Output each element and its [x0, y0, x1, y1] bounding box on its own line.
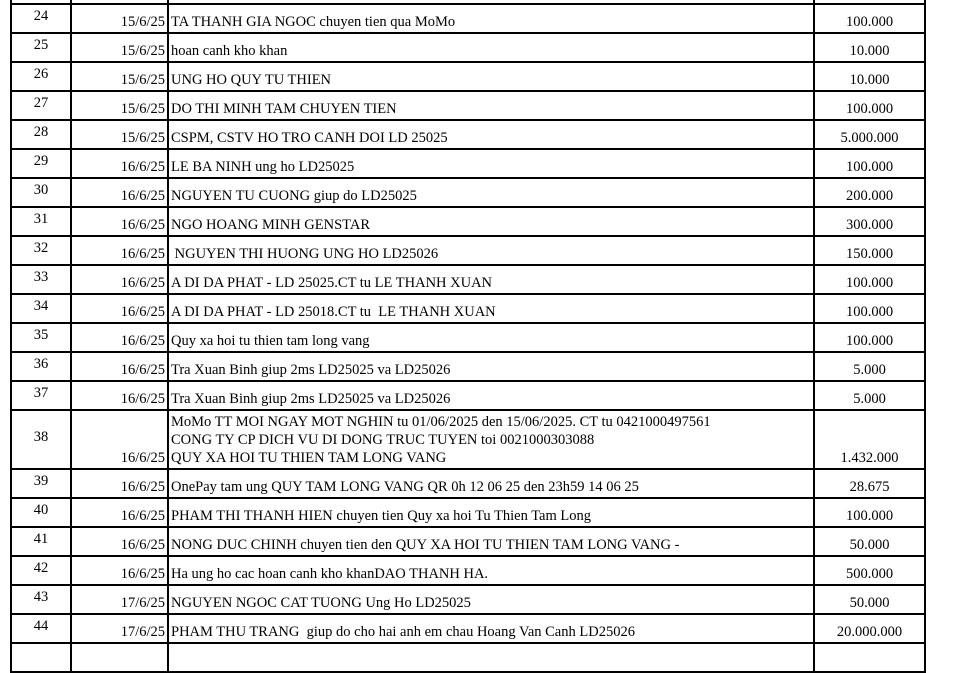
description-cell: PHAM THU TRANG giup do cho hai anh em chau Hoang Van Canh LD25026	[168, 614, 814, 643]
description-cell: Tra Xuan Binh giup 2ms LD25025 va LD25026	[168, 352, 814, 381]
description-cell: UNG HO QUY TU THIEN	[168, 62, 814, 91]
table-row	[11, 381, 925, 410]
date-cell: 16/6/25	[71, 381, 168, 410]
date-cell: 16/6/25	[71, 410, 168, 469]
amount-cell: 300.000	[814, 207, 925, 236]
row-number-cell	[11, 294, 71, 323]
row-number-cell	[11, 236, 71, 265]
row-number: 43	[33, 588, 49, 605]
row-number-cell	[11, 4, 71, 33]
date-cell: 15/6/25	[71, 4, 168, 33]
row-number-cell	[11, 498, 71, 527]
row-number: 31	[33, 210, 49, 227]
amount-cell: 100.000	[814, 265, 925, 294]
date-cell: 16/6/25	[71, 323, 168, 352]
date-cell: 16/6/25	[71, 294, 168, 323]
date-cell: 17/6/25	[71, 585, 168, 614]
row-number-cell	[11, 91, 71, 120]
row-number: 29	[33, 152, 49, 169]
table-row	[11, 556, 925, 585]
amount-cell: 100.000	[814, 498, 925, 527]
row-number-cell	[11, 62, 71, 91]
row-number-cell	[11, 469, 71, 498]
amount-cell: 20.000.000	[814, 614, 925, 643]
date-cell: 17/6/25	[71, 614, 168, 643]
description-cell: Quy xa hoi tu thien tam long vang	[168, 323, 814, 352]
table-row	[11, 207, 925, 236]
row-number-cell	[11, 410, 71, 469]
table-row	[11, 585, 925, 614]
description-cell: NGUYEN NGOC CAT TUONG Ung Ho LD25025	[168, 585, 814, 614]
row-number: 35	[33, 326, 49, 343]
amount-cell: 100.000	[814, 294, 925, 323]
description-cell: LE BA NINH ung ho LD25025	[168, 149, 814, 178]
description-cell: DO THI MINH TAM CHUYEN TIEN	[168, 91, 814, 120]
row-number: 38	[33, 428, 49, 445]
row-number: 32	[33, 239, 49, 256]
description-cell: NGUYEN THI HUONG UNG HO LD25026	[168, 236, 814, 265]
description-cell: hoan canh kho khan	[168, 33, 814, 62]
table-row	[11, 498, 925, 527]
amount-cell: 50.000	[814, 527, 925, 556]
date-cell: 16/6/25	[71, 527, 168, 556]
row-number: 37	[33, 384, 49, 401]
row-number-cell	[11, 265, 71, 294]
row-number-cell	[11, 643, 71, 672]
amount-cell: 200.000	[814, 178, 925, 207]
description-cell: PHAM THI THANH HIEN chuyen tien Quy xa hoi Tu Thien Tam Long	[168, 498, 814, 527]
row-number: 30	[33, 181, 49, 198]
date-cell: 16/6/25	[71, 556, 168, 585]
row-number: 34	[33, 297, 49, 314]
description-line: MoMo TT MOI NGAY MOT NGHIN tu 01/06/2025 den 15/06/2025. CT tu 0421000497561	[171, 414, 711, 430]
description-cell: A DI DA PHAT - LD 25018.CT tu LE THANH XUAN	[168, 294, 814, 323]
description-cell: CSPM, CSTV HO TRO CANH DOI LD 25025	[168, 120, 814, 149]
row-number-cell	[11, 33, 71, 62]
row-number: 33	[33, 268, 49, 285]
description-line: CONG TY CP DICH VU DI DONG TRUC TUYEN toi 0021000303088	[171, 432, 595, 448]
date-cell: 16/6/25	[71, 352, 168, 381]
description-cell: NGUYEN TU CUONG giup do LD25025	[168, 178, 814, 207]
amount-cell: 5.000	[814, 352, 925, 381]
date-cell: 16/6/25	[71, 178, 168, 207]
amount-cell: 10.000	[814, 33, 925, 62]
table-row	[11, 33, 925, 62]
row-number-cell	[11, 120, 71, 149]
amount-cell	[814, 643, 925, 672]
row-number-cell	[11, 381, 71, 410]
date-cell	[71, 643, 168, 672]
description-line: QUY XA HOI TU THIEN TAM LONG VANG	[171, 450, 447, 466]
row-number-cell	[11, 149, 71, 178]
description-cell: A DI DA PHAT - LD 25025.CT tu LE THANH XUAN	[168, 265, 814, 294]
table-row	[11, 236, 925, 265]
row-number: 41	[33, 530, 49, 547]
description-cell: TA THANH GIA NGOC chuyen tien qua MoMo	[168, 4, 814, 33]
row-number: 28	[33, 123, 49, 140]
amount-cell: 100.000	[814, 4, 925, 33]
row-number: 42	[33, 559, 49, 576]
date-cell: 16/6/25	[71, 149, 168, 178]
description-cell: NONG DUC CHINH chuyen tien den QUY XA HOI TU THIEN TAM LONG VANG -	[168, 527, 814, 556]
table-row	[11, 643, 925, 672]
row-number-cell	[11, 527, 71, 556]
row-number: 24	[33, 7, 49, 24]
row-number: 36	[33, 355, 49, 372]
row-number-cell	[11, 352, 71, 381]
row-number-cell	[11, 585, 71, 614]
row-number-cell	[11, 323, 71, 352]
amount-cell: 500.000	[814, 556, 925, 585]
date-cell: 16/6/25	[71, 469, 168, 498]
amount-cell: 150.000	[814, 236, 925, 265]
row-number: 44	[33, 617, 49, 634]
amount-cell: 100.000	[814, 323, 925, 352]
donation-table	[10, 0, 926, 673]
amount-cell: 100.000	[814, 149, 925, 178]
row-number: 26	[33, 65, 49, 82]
table-row	[11, 178, 925, 207]
description-cell: Tra Xuan Binh giup 2ms LD25025 va LD25026	[168, 381, 814, 410]
row-number-cell	[11, 614, 71, 643]
table-row	[11, 527, 925, 556]
amount-cell: 5.000	[814, 381, 925, 410]
row-number: 39	[33, 472, 49, 489]
date-cell: 16/6/25	[71, 207, 168, 236]
table-row	[11, 62, 925, 91]
row-number: 40	[33, 501, 49, 518]
table-row	[11, 410, 925, 469]
table-row	[11, 323, 925, 352]
date-cell: 15/6/25	[71, 33, 168, 62]
table-row	[11, 294, 925, 323]
date-cell: 16/6/25	[71, 498, 168, 527]
date-cell: 15/6/25	[71, 91, 168, 120]
description-cell	[168, 410, 814, 469]
description-cell: OnePay tam ung QUY TAM LONG VANG QR 0h 12 06 25 den 23h59 14 06 25	[168, 469, 814, 498]
date-cell: 16/6/25	[71, 265, 168, 294]
description-cell: Ha ung ho cac hoan canh kho khanDAO THANH HA.	[168, 556, 814, 585]
table-row	[11, 91, 925, 120]
amount-cell: 1.432.000	[814, 410, 925, 469]
row-number-cell	[11, 207, 71, 236]
amount-cell: 5.000.000	[814, 120, 925, 149]
table-row	[11, 120, 925, 149]
date-cell: 15/6/25	[71, 120, 168, 149]
row-number: 27	[33, 94, 49, 111]
date-cell: 16/6/25	[71, 236, 168, 265]
row-number-cell	[11, 556, 71, 585]
donation-table-body	[11, 0, 925, 672]
table-row	[11, 614, 925, 643]
table-row	[11, 265, 925, 294]
description-cell: NGO HOANG MINH GENSTAR	[168, 207, 814, 236]
amount-cell: 50.000	[814, 585, 925, 614]
date-cell: 15/6/25	[71, 62, 168, 91]
table-row	[11, 4, 925, 33]
row-number: 25	[33, 36, 49, 53]
table-row	[11, 149, 925, 178]
table-row	[11, 469, 925, 498]
row-number-cell	[11, 178, 71, 207]
amount-cell: 28.675	[814, 469, 925, 498]
table-row	[11, 352, 925, 381]
amount-cell: 100.000	[814, 91, 925, 120]
description-cell	[168, 643, 814, 672]
amount-cell: 10.000	[814, 62, 925, 91]
